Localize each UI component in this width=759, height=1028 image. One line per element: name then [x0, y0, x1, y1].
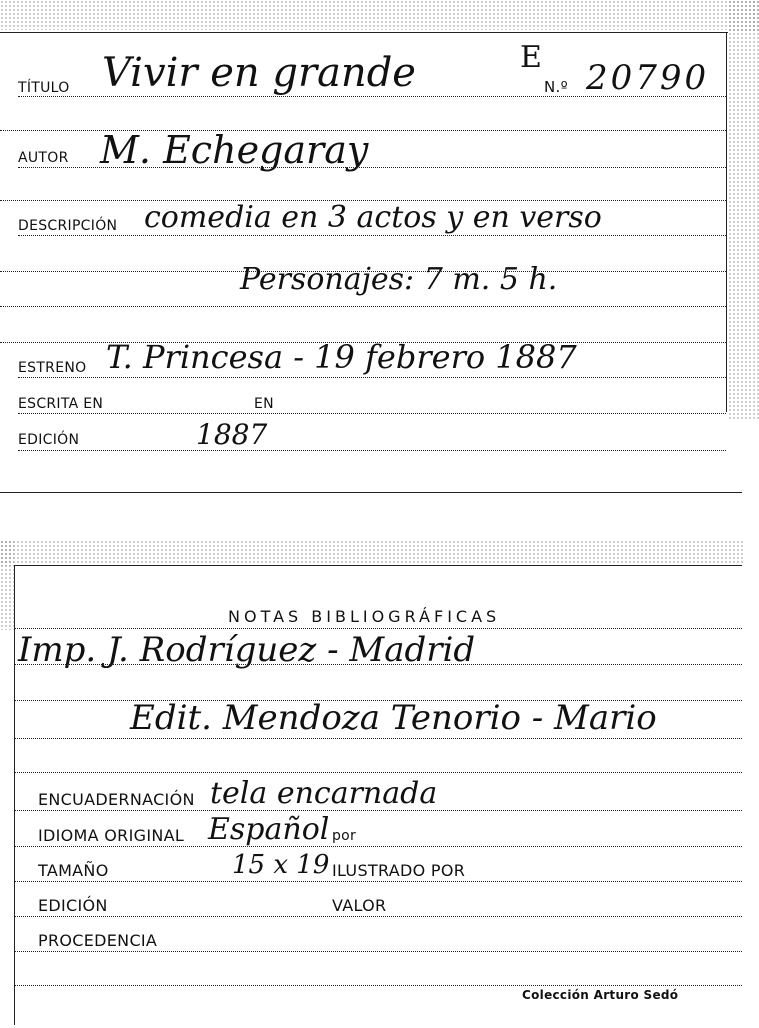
row-line — [14, 772, 742, 773]
note-line-1: Imp. J. Rodríguez - Madrid — [18, 630, 476, 670]
autor-value: M. Echegaray — [100, 128, 369, 172]
heading-line — [14, 628, 742, 629]
edicion2-line — [14, 916, 742, 917]
card2-left-border — [14, 565, 15, 1025]
row-line — [14, 985, 742, 986]
procedencia-line — [14, 951, 742, 952]
card-number: 20790 — [586, 58, 710, 98]
encuadernacion-label: ENCUADERNACIÓN — [38, 790, 195, 809]
card2-left-edge — [0, 540, 14, 630]
tamano-value: 15 x 19 — [232, 850, 330, 880]
titulo-value: Vivir en grande — [102, 50, 416, 96]
collection-footer: Colección Arturo Sedó — [522, 988, 679, 1002]
ilustrado-label: ILUSTRADO POR — [332, 861, 466, 880]
encuadernacion-line — [14, 810, 742, 811]
card2-top-edge — [0, 540, 745, 566]
estreno-value: T. Princesa - 19 febrero 1887 — [106, 338, 577, 376]
estreno-line — [18, 377, 726, 378]
card2-top-border — [14, 565, 742, 566]
tamano-line — [14, 881, 742, 882]
edicion-line — [18, 450, 726, 451]
card1-right-border — [726, 32, 727, 412]
descripcion-label: DESCRIPCIÓN — [18, 218, 118, 234]
escrita-en-label: ESCRITA EN — [18, 396, 104, 412]
idioma-label: IDIOMA ORIGINAL — [38, 826, 185, 845]
card-letter: E — [520, 40, 542, 75]
tamano-label: TAMAÑO — [38, 861, 109, 880]
personajes-value: Personajes: 7 m. 5 h. — [240, 262, 558, 297]
notas-heading: NOTAS BIBLIOGRÁFICAS — [228, 607, 501, 626]
edicion-label: EDICIÓN — [18, 432, 80, 448]
note-2-line — [14, 738, 742, 739]
titulo-line — [18, 96, 726, 97]
autor-label: AUTOR — [18, 150, 69, 166]
descripcion-line — [18, 235, 726, 236]
procedencia-label: PROCEDENCIA — [38, 931, 158, 950]
personajes-line — [0, 306, 726, 307]
edicion-label: EDICIÓN — [38, 896, 108, 915]
note-line-2: Edit. Mendoza Tenorio - Mario — [130, 698, 657, 738]
valor-label: VALOR — [332, 896, 387, 915]
encuadernacion-value: tela encarnada — [210, 776, 438, 811]
en-label: EN — [254, 396, 274, 412]
card1-top-edge — [0, 0, 759, 32]
idioma-value: Español — [208, 812, 330, 847]
estreno-label: ESTRENO — [18, 360, 87, 376]
card1-right-edge — [728, 0, 759, 420]
numero-label: N.º — [544, 78, 568, 96]
escrita-en-line — [18, 413, 726, 414]
note-1-line — [14, 664, 742, 665]
por-label: por — [332, 828, 357, 844]
titulo-label: TÍTULO — [18, 80, 70, 96]
edicion-value: 1887 — [196, 418, 268, 451]
card1-top-border — [0, 32, 728, 33]
card1-bottom-edge — [0, 492, 742, 493]
autor-line — [18, 167, 726, 168]
idioma-line — [14, 846, 742, 847]
descripcion-value: comedia en 3 actos y en verso — [144, 200, 602, 235]
